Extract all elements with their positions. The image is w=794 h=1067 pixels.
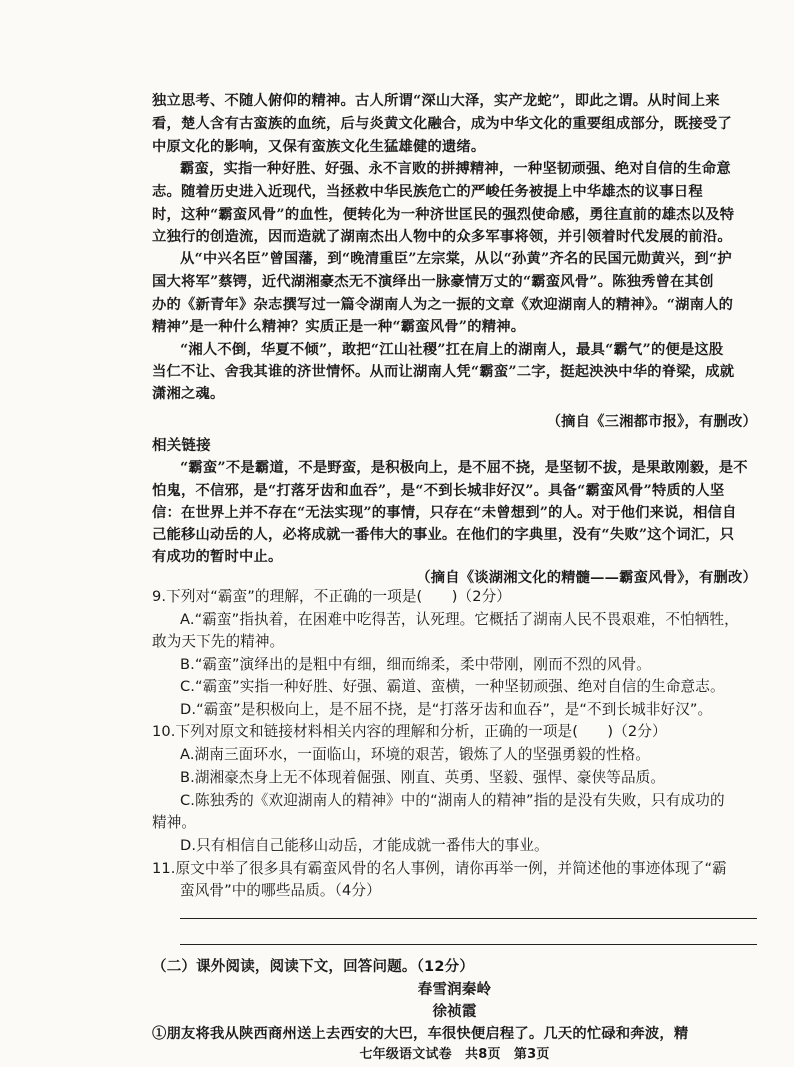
article-author: 徐祯霞 xyxy=(432,1004,477,1020)
passage-line: 立独行的创造流，因而造就了湖南杰出人物中的众多军事将领，并引领着时代发展的前沿。 xyxy=(152,229,732,245)
link-line: “霸蛮”不是霸道，不是野蛮，是积极向上，是不屈不挠，是坚韧不拔，是果敢刚毅，是不 xyxy=(180,460,748,476)
question-9-option-d: D.“霸蛮”是积极向上，是不屈不挠，是“打落牙齿和血吞”，是“不到长城非好汉”。 xyxy=(180,701,713,718)
article-title: 春雪润秦岭 xyxy=(417,982,492,998)
question-11-stem-cont: 蛮风骨”中的哪些品质。（4分） xyxy=(180,882,381,899)
question-10-option-d: D.只有相信自己能移山动岳，才能成就一番伟大的事业。 xyxy=(180,837,549,854)
passage-line: 当仁不让、舍我其谁的济世情怀。从而让湖南人凭“霸蛮”二字，挺起泱泱中华的脊梁，成就 xyxy=(152,364,735,380)
answer-line[interactable] xyxy=(180,944,757,945)
question-10-option-b: B.湖湘豪杰身上无不体现着倔强、刚直、英勇、坚毅、强悍、豪侠等品质。 xyxy=(180,769,666,786)
link-heading: 相关链接 xyxy=(152,438,211,454)
article-first-line: ①朋友将我从陕西商州送上去西安的大巴，车很快便启程了。几天的忙碌和奔波，精 xyxy=(152,1026,689,1042)
passage-line: 独立思考、不随人俯仰的精神。古人所谓“深山大泽，实产龙蛇”，即此之谓。从时间上来 xyxy=(152,93,720,109)
link-line: 有成功的暂时中止。 xyxy=(152,549,283,565)
question-9-stem: 9.下列对“霸蛮”的理解，不正确的一项是( )（2分） xyxy=(152,588,511,605)
passage-line: 潇湘之魂。 xyxy=(152,386,225,402)
passage-source: （摘自《三湘都市报》，有删改） xyxy=(546,414,757,430)
question-9-option-b: B.“霸蛮”演绎出的是粗中有细，细而绵柔，柔中带刚，刚而不烈的风骨。 xyxy=(180,656,651,673)
question-11-stem: 11.原文中举了很多具有霸蛮风骨的名人事例，请你再举一例，并简述他的事迹体现了“霸 xyxy=(152,860,727,877)
question-9-option-c: C.“霸蛮”实指一种好胜、好强、霸道、蛮横，一种坚韧顽强、绝对自信的生命意志。 xyxy=(180,678,725,695)
question-10-option-a: A.湖南三面环水，一面临山，环境的艰苦，锻炼了人的坚强勇毅的性格。 xyxy=(180,746,651,763)
passage-line: 霸蛮，实指一种好胜、好强、永不言败的拼搏精神，一种坚韧顽强、绝对自信的生命意 xyxy=(180,161,731,177)
link-line: 己能移山动岳的人，必将成就一番伟大的事业。在他们的字典里，没有“失败”这个词汇，只 xyxy=(152,527,735,543)
passage-line: 从“中兴名臣”曾国藩，到“晚清重臣”左宗棠，从以“孙黄”齐名的民国元勋黄兴，到“护 xyxy=(180,251,732,267)
answer-line[interactable] xyxy=(180,918,757,919)
passage-line: “湘人不倒，华夏不倾”，敢把“江山社稷”扛在肩上的湖南人，最具“霸气”的便是这股 xyxy=(180,342,724,358)
question-9-option-a: A.“霸蛮”指执着，在困难中吃得苦，认死理。它概括了湖南人民不畏艰难，不怕牺牲， xyxy=(180,611,739,628)
passage-line: 办的《新青年》杂志撰写过一篇令湖南人为之一振的文章《欢迎湖南人的精神》。“湖南人的 xyxy=(152,297,734,313)
page-footer: 七年级语文试卷 共8页 第3页 xyxy=(359,1047,550,1062)
link-line: 怕鬼，不信邪，是“打落牙齿和血吞”，是“不到长城非好汉”。具备“霸蛮风骨”特质的人坚 xyxy=(152,483,725,499)
passage-line: 中原文化的影响，又保有蛮族文化生猛雄健的遗绪。 xyxy=(152,139,486,155)
section-2-heading: （二）课外阅读，阅读下文，回答问题。（12分） xyxy=(152,959,475,975)
passage-line: 看，楚人含有古蛮族的血统，后与炎黄文化融合，成为中华文化的重要组成部分，既接受了 xyxy=(152,116,732,132)
question-9-option-a-cont: 敢为天下先的精神。 xyxy=(152,633,285,650)
question-10-option-c: C.陈独秀的《欢迎湖南人的精神》中的“湖南人的精神”指的是没有失败，只有成功的 xyxy=(180,792,725,809)
question-10-stem: 10.下列对原文和链接材料相关内容的理解和分析，正确的一项是( )（2分） xyxy=(152,723,667,740)
question-10-option-c-cont: 精神。 xyxy=(152,814,197,831)
passage-line: 国大将军”蔡锷，近代湖湘豪杰无不演绎出一脉豪情万丈的“霸蛮风骨”。陈独秀曾在其创 xyxy=(152,274,714,290)
passage-line: 志。随着历史进入近现代，当拯救中华民族危亡的严峻任务被提上中华雄杰的议事日程 xyxy=(152,184,703,200)
passage-line: 精神”是一种什么精神？实质正是一种“霸蛮风骨”的精神。 xyxy=(152,319,526,335)
link-source: （摘自《谈湖湘文化的精髓——霸蛮风骨》，有删改） xyxy=(416,570,757,586)
link-line: 信：在世界上并不存在“无法实现”的事情，只存在“未曾想到”的人。对于他们来说，相信自 xyxy=(152,505,737,521)
passage-line: 时，这种“霸蛮风骨”的血性，便转化为一种济世匡民的强烈使命感，勇往直前的雄杰以及特 xyxy=(152,207,735,223)
